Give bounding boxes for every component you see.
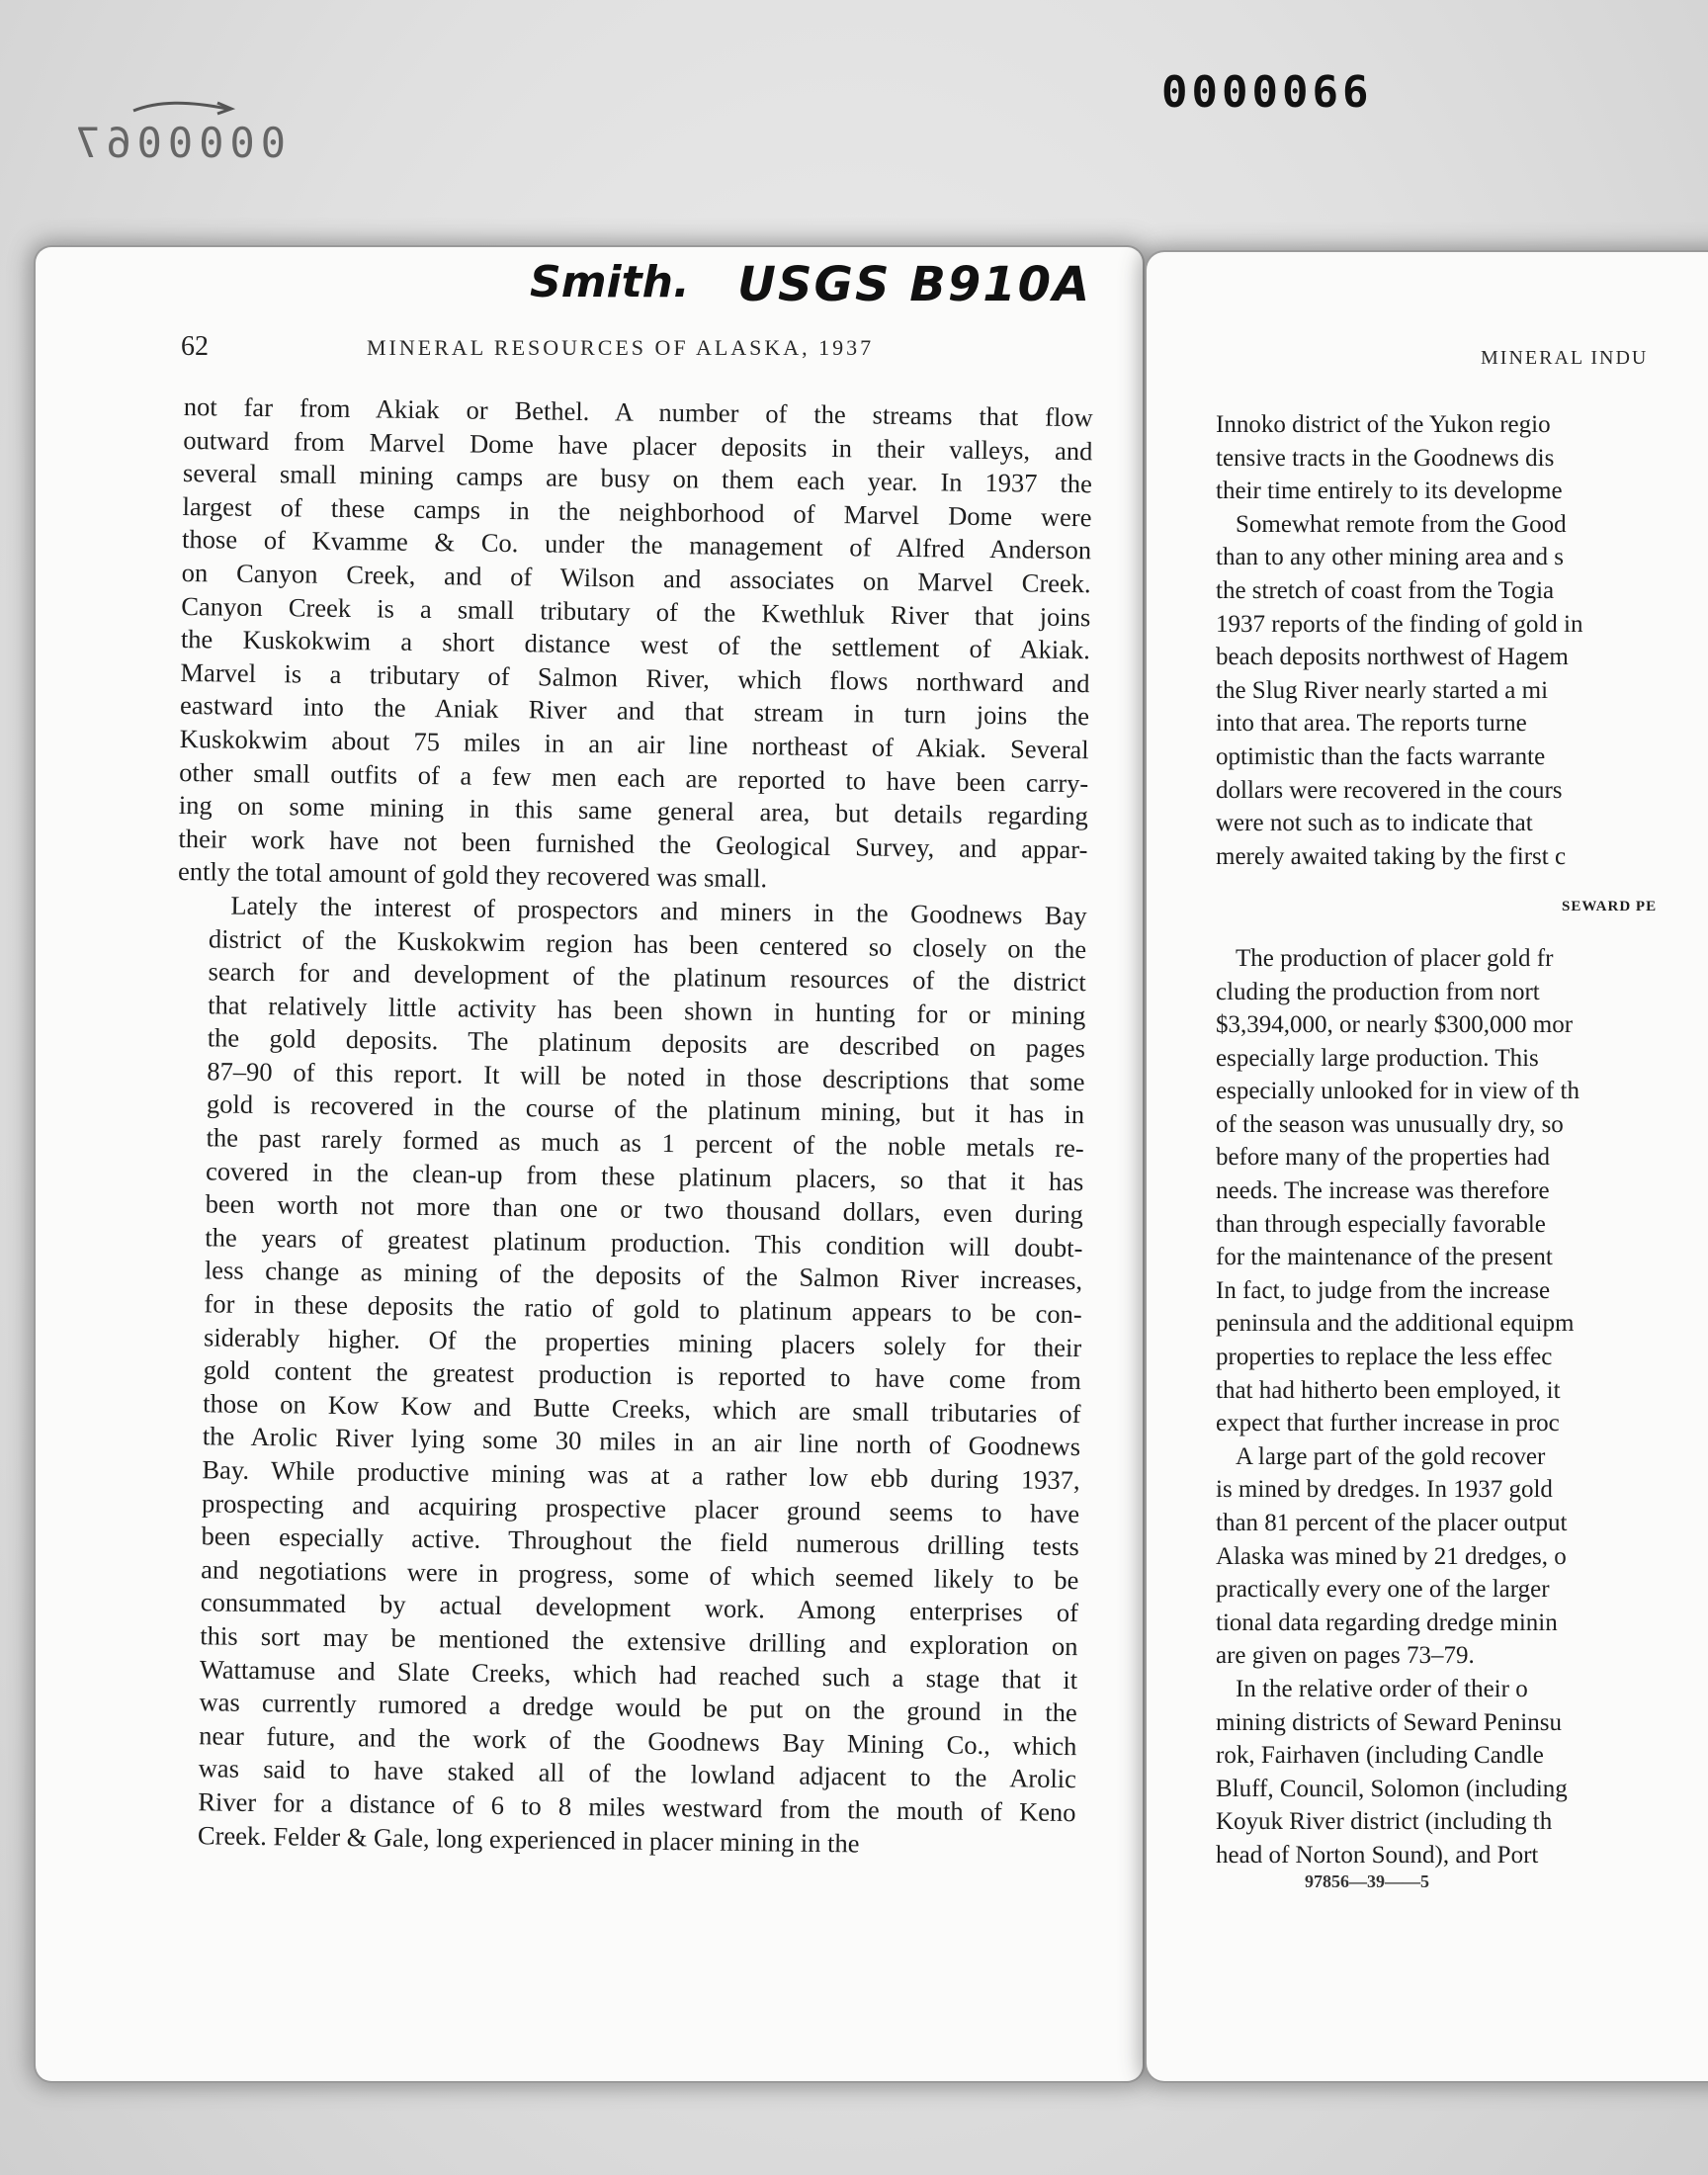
- right-paragraph-2: [1216, 508, 1708, 874]
- text-line: outward from Marvel Dome have placer deposits in their valleys, and: [183, 424, 1093, 466]
- text-line: $3,394,000, or nearly $300,000 mor: [1216, 1011, 1574, 1039]
- text-line: prospecting and acquiring prospective placer ground seems to have: [201, 1487, 1080, 1528]
- text-line: Koyuk River district (including th: [1216, 1808, 1553, 1836]
- right-page: [1147, 252, 1708, 2081]
- text-line: was currently rumored a dredge would be put on the ground in the: [199, 1687, 1077, 1728]
- text-line: 1937 reports of the finding of gold in: [1216, 610, 1583, 638]
- text-line: those on Kow Kow and Butte Creeks, which are small tributaries of: [203, 1388, 1081, 1429]
- right-page-body: [1216, 408, 1708, 1872]
- text-line: merely awaited taking by the first c: [1216, 842, 1567, 870]
- right-paragraph-5: [1216, 1673, 1708, 1872]
- text-line: been worth not more than one or two thousand dollars, even during: [205, 1188, 1084, 1230]
- text-line: other small outfits of a few men each are reported to have been carry-: [179, 756, 1089, 798]
- text-line: before many of the properties had: [1216, 1144, 1551, 1172]
- text-line: several small mining camps are busy on them each year. In 1937 the: [182, 458, 1093, 499]
- left-page: [36, 247, 1143, 2081]
- text-line: ing on some mining in this same general area, but details regarding: [178, 790, 1088, 831]
- text-line: Bluff, Council, Solomon (including: [1216, 1775, 1568, 1802]
- text-line: is mined by dredges. In 1937 gold: [1216, 1476, 1553, 1504]
- text-line: Kuskokwim about 75 miles in an air line northeast of Akiak. Several: [179, 723, 1089, 765]
- handwritten-name: Smith.: [530, 257, 690, 307]
- text-line: In the relative order of their o: [1236, 1675, 1528, 1702]
- text-line: the Arolic River lying some 30 miles in an air line north of Goodnews: [202, 1421, 1081, 1462]
- text-line: were not such as to indicate that: [1216, 810, 1533, 837]
- document-stamp-number: 0000066: [1161, 67, 1373, 118]
- text-line: peninsula and the additional equipm: [1216, 1310, 1575, 1338]
- text-line: ently the total amount of gold they recovered was small.: [177, 856, 768, 894]
- text-line: their time entirely to its developme: [1216, 478, 1563, 505]
- text-line: tensive tracts in the Goodnews dis: [1216, 444, 1555, 472]
- text-line: the years of greatest platinum production. This condition will doubt-: [205, 1222, 1083, 1263]
- text-line: expect that further increase in proc: [1216, 1410, 1560, 1437]
- section-heading: SEWARD PE: [1562, 899, 1658, 915]
- paragraph: [178, 391, 1093, 900]
- text-line: search for and development of the platinum resources of the district: [208, 956, 1086, 998]
- text-line: cluding the production from nort: [1216, 978, 1540, 1005]
- text-line: their work have not been furnished the Geological Survey, and appar-: [178, 823, 1088, 864]
- text-line: near future, and the work of the Goodnews Bay Mining Co., which: [198, 1720, 1077, 1761]
- text-line: than to any other mining area and s: [1216, 544, 1564, 571]
- text-line: River for a distance of 6 to 8 miles westward from the mouth of Keno: [198, 1786, 1076, 1828]
- paragraph: [166, 889, 1087, 1863]
- text-line: optimistic than the facts warrante: [1216, 742, 1546, 770]
- text-line: covered in the clean-up from these platinum placers, so that it has: [205, 1155, 1084, 1196]
- text-line: beach deposits northwest of Hagem: [1216, 644, 1569, 671]
- right-paragraph-3: [1216, 942, 1708, 1440]
- text-line: consummated by actual development work. Among enterprises of: [200, 1587, 1079, 1628]
- print-footer-code: 97856—39——5: [1305, 1871, 1429, 1891]
- text-line: those of Kvamme & Co. under the management of Alfred Anderson: [181, 524, 1092, 566]
- text-line: district of the Kuskokwim region has been centered so closely on the: [208, 922, 1087, 964]
- text-line: than 81 percent of the placer output: [1216, 1510, 1568, 1536]
- text-line: A large part of the gold recover: [1236, 1442, 1546, 1470]
- text-line: In fact, to judge from the increase: [1216, 1276, 1551, 1304]
- text-line: Somewhat remote from the Good: [1236, 510, 1567, 538]
- text-line: into that area. The reports turne: [1216, 710, 1527, 738]
- text-line: of the season was unusually dry, so: [1216, 1110, 1564, 1138]
- running-head: [36, 331, 1143, 371]
- text-line: on Canyon Creek, and of Wilson and associates on Marvel Creek.: [181, 557, 1091, 599]
- text-line: that relatively little activity has been shown in hunting for or mining: [208, 990, 1086, 1030]
- left-page-body: [166, 391, 1093, 1863]
- text-line: largest of these camps in the neighborhood of Marvel Dome were: [182, 490, 1092, 533]
- text-line: siderably higher. Of the properties mining placers solely for their: [203, 1321, 1082, 1362]
- text-line: Marvel is a tributary of Salmon River, which flows northward and: [180, 656, 1090, 698]
- text-line: properties to replace the less effec: [1216, 1344, 1553, 1371]
- right-page-running-title: MINERAL INDU: [1481, 347, 1649, 369]
- text-line: was said to have staked all of the lowland adjacent to the Arolic: [198, 1753, 1077, 1794]
- text-line: especially unlooked for in view of th: [1216, 1078, 1580, 1105]
- text-line: this sort may be mentioned the extensive drilling and exploration on: [200, 1620, 1078, 1662]
- text-line: 87–90 of this report. It will be noted in those descriptions that some: [207, 1056, 1085, 1097]
- pen-arrow-mark: [128, 99, 237, 117]
- right-paragraph-4: [1216, 1440, 1708, 1673]
- text-line: Lately the interest of prospectors and miners in the Goodnews Bay: [230, 890, 1087, 931]
- text-line: Bay. While productive mining was at a rather low ebb during 1937,: [202, 1454, 1080, 1496]
- text-line: practically every one of the larger: [1216, 1576, 1550, 1604]
- text-line: and negotiations were in progress, some of which seemed likely to be: [201, 1554, 1079, 1595]
- text-line: Alaska was mined by 21 dredges, o: [1216, 1542, 1567, 1570]
- text-line: than through especially favorable: [1216, 1210, 1546, 1238]
- text-line: gold is recovered in the course of the platinum mining, but it has in: [206, 1088, 1085, 1130]
- text-line: the stretch of coast from the Togia: [1216, 576, 1555, 604]
- text-line: head of Norton Sound), and Port: [1216, 1841, 1539, 1869]
- text-line: especially large production. This: [1216, 1044, 1539, 1072]
- text-line: dollars were recovered in the cours: [1216, 776, 1563, 804]
- right-paragraph-1: [1216, 408, 1708, 508]
- text-line: Creek. Felder & Gale, long experienced in placer mining in the: [197, 1819, 860, 1858]
- text-line: been especially active. Throughout the field numerous drilling tests: [201, 1521, 1079, 1562]
- text-line: eastward into the Aniak River and that stream in turn joins the: [179, 690, 1090, 732]
- text-line: the Slug River nearly started a mi: [1216, 676, 1549, 704]
- text-line: for in these deposits the ratio of gold to platinum appears to be con-: [204, 1288, 1082, 1330]
- text-line: the Kuskokwim a short distance west of the settlement of Akiak.: [180, 624, 1091, 665]
- page-running-title: MINERAL RESOURCES OF ALASKA, 1937: [367, 335, 875, 360]
- text-line: gold content the greatest production is reported to have come from: [203, 1354, 1082, 1396]
- text-line: the past rarely formed as much as 1 percent of the noble metals re-: [206, 1122, 1084, 1164]
- handwritten-catalog-code: USGS B910A: [737, 257, 1092, 312]
- text-line: the gold deposits. The platinum deposits are described on pages: [207, 1022, 1086, 1064]
- page-number: 62: [181, 331, 209, 362]
- mirrored-stamp-number: 0000067: [69, 119, 287, 167]
- text-line: for the maintenance of the present: [1216, 1244, 1553, 1271]
- text-line: Innoko district of the Yukon regio: [1216, 411, 1551, 438]
- text-line: not far from Akiak or Bethel. A number of the streams that flow: [183, 391, 1093, 433]
- text-line: less change as mining of the deposits of the Salmon River increases,: [204, 1255, 1083, 1296]
- text-line: rok, Fairhaven (including Candle: [1216, 1742, 1544, 1770]
- text-line: that had hitherto been employed, it: [1216, 1376, 1561, 1404]
- text-line: Canyon Creek is a small tributary of the Kwethluk River that joins: [181, 590, 1091, 632]
- text-line: The production of placer gold fr: [1236, 944, 1554, 972]
- text-line: are given on pages 73–79.: [1216, 1642, 1475, 1670]
- text-line: needs. The increase was therefore: [1216, 1177, 1550, 1205]
- text-line: mining districts of Seward Peninsu: [1216, 1708, 1562, 1736]
- text-line: tional data regarding dredge minin: [1216, 1609, 1558, 1636]
- text-line: Wattamuse and Slate Creeks, which had reached such a stage that it: [199, 1653, 1078, 1695]
